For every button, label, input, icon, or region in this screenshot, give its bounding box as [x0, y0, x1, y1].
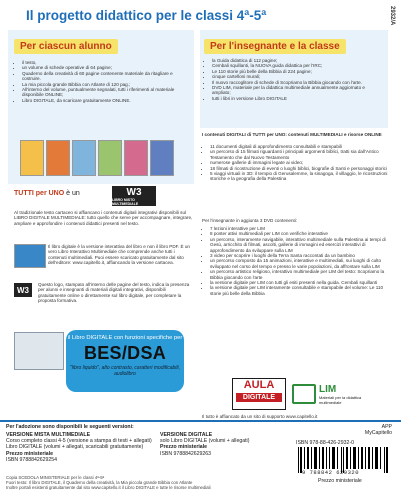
digital-intro: I contenuti DIGITALI di TUTTI per UNO: contenuti MULTIMEDIALI e risorse ONLINE: [202, 132, 382, 137]
adoption-strip: [0, 420, 401, 422]
version-mista-line1: Corso completo classi 4-5 (versione a stampa di testi + allegati): [6, 438, 152, 445]
lim-icon: [292, 384, 316, 404]
version-mista-line2: Libro DIGITALE (volumi + allegati, scaricabili gratuitamente): [6, 444, 144, 451]
list-item: • 18 filmati di ricostruzione di eventi o luoghi biblici, biografie di Santi e personaggi storici: [210, 166, 388, 171]
version-mista-price: Prezzo ministeriale: [6, 450, 53, 457]
paragraph-logo: Questo logo, stampato all'interno delle pagine del testo, indica la presenza per alunni e insegnanti di materiali digitali integrativi, disponibili gratuitamente online o direttamente sul libro digitale, per completare la proposta formativa.: [38, 282, 190, 304]
version-digitale-title: VERSIONE DIGITALE: [160, 432, 213, 438]
colophon-line1: Copia SCEDOLA MINISTERIALE per le classi 4ª-5ª: [6, 475, 105, 480]
lim-logo: [292, 380, 388, 408]
dvd-intro: Per l'insegnante in aggiunta 3 DVD contenenti:: [202, 218, 298, 223]
bes-line1: il Libro DIGITALE con funzioni specifiche per: [67, 335, 183, 341]
colophon-line2: Fuori testo: Il libro DIGITALE, il Quaderno della creatività, la Mia piccola grande Bibbia con Atlante: [6, 480, 193, 485]
colophon: [6, 475, 286, 490]
version-digitale: [160, 432, 270, 457]
version-digitale-isbn: ISBN 9788842629263: [160, 450, 212, 457]
list-item: • 5 viaggi virtuali in 3D: il tempio di Gerusalemme, la sinagoga, il villaggio, le ricostruzioni storiche e la geografia della Palestina: [210, 171, 388, 182]
version-mista-isbn: ISBN 9788842629254: [6, 456, 58, 463]
paragraph-libro-digitale: Il libro digitale è la versione interattiva del libro e non il libro PDF. È un vero Libro Interattivo Multimediale che comprende anche tutti i contenuti multimediali. Puoi essere scaricato gratuitamente dal sito dell'editore: www.capitello.it, affiancando la versione cartacea.: [48, 244, 190, 266]
list-item: • Cembali squillanti, la NUOVA guida didattica per l'IRC;: [212, 63, 384, 68]
libro-digitale-thumbnail: [14, 244, 46, 268]
adoption-intro: Per l'adozione sono disponibili le seguenti versioni:: [6, 424, 134, 430]
list-insegnante: [204, 58, 384, 101]
list-item: • 11 documenti digitali di approfondimento consultabili e stampabili: [210, 144, 388, 149]
cover-thumbnail: [98, 140, 122, 176]
barcode: [296, 447, 394, 477]
digitale-label: DIGITALE: [236, 393, 282, 402]
list-item: • 7 lezioni interattive per LIM: [210, 226, 388, 231]
version-mista-title: VERSIONE MISTA MULTIMEDIALE: [6, 432, 91, 438]
digital-list: [202, 144, 388, 182]
list-item: • Il nuovo raccoglitore di schede di Scopriamo la Bibbia giocando con l'arte.: [212, 80, 384, 85]
list-item: • Quaderno della creatività di 60 pagine contenente materiale da ritagliare e costruire.: [22, 71, 190, 82]
header-per-insegnante: Per l'insegnante e la classe: [204, 39, 346, 54]
aula-digitale-logo: [232, 378, 286, 410]
dvd-list: [202, 226, 388, 296]
list-item: • la versione digitale per LIM interamente consultabile e stampabile del volume: Le 110 storie più belle della Bibbia: [210, 285, 388, 296]
lim-label: LIM: [319, 383, 337, 395]
cover-thumbnail: [46, 140, 70, 176]
list-item: • 8 poster attivi multimediali per LIM con verifiche interattive: [210, 231, 388, 236]
w3-sub: LIBRO MISTO MULTIMEDIALE: [112, 197, 139, 206]
list-item: • All'interno del volume, puntualmente segnalati, tutti i riferimenti al materiale disponibile ONLINE;: [22, 87, 190, 98]
aula-label: AULA: [243, 379, 275, 391]
cover-thumbnail: [124, 140, 148, 176]
app-label: [342, 424, 392, 436]
list-item: • cinque cartelloni murali;: [212, 74, 384, 79]
list-item: • 3 video per scoprire i luoghi della Terra Santa raccontati da un bambino: [210, 253, 388, 258]
tutti-text: è un: [66, 190, 80, 197]
list-item: • la Guida didattica di 112 pagine;: [212, 58, 384, 63]
version-digitale-line1: solo Libro DIGITALE (volumi + allegati): [160, 438, 250, 445]
list-item: • Le 110 storie più belle della Bibbia di 224 pagine;: [212, 69, 384, 74]
list-item: • tutti i libri in versione Libro DIGITALE: [212, 96, 384, 101]
list-item: • La mia piccola grande Bibbia con Atlante di 120 pag.;: [22, 82, 190, 87]
footer-note: Il tutto è affiancato da un sito di supporto www.capitello.it: [202, 414, 318, 419]
list-item: • un percorso di 15 filmati riguardanti i principali argomenti biblici, tratti sia dall'Antico Testamento che dal Nuovo Testamento: [210, 149, 388, 160]
list-item: • un percorso composto da 15 animazioni, interattive e multimediali, sui luoghi di culto sviluppato nel corso del tempo e presso le varie popolazioni, da affrontare sulla LIM: [210, 258, 388, 269]
bes-dsa-badge: [66, 330, 184, 392]
cover-thumbnail: [20, 140, 44, 176]
list-alunno: [14, 60, 190, 103]
version-mista: [6, 432, 156, 463]
header-per-ciascun-alunno: Per ciascun alunno: [14, 39, 118, 54]
tutti-per-uno-line: [14, 190, 114, 197]
lim-text: [319, 384, 379, 405]
list-item: • il testo,: [22, 60, 190, 65]
list-item: • Libro DIGITALE, da scaricare gratuitamente ONLINE.: [22, 98, 190, 103]
w3-label: W3: [126, 186, 142, 198]
spine-code: 2932/A: [389, 6, 395, 26]
page-title: Il progetto didattico per le classi 4ª-5ª: [26, 8, 267, 23]
barcode-digits: 9 788842 629320: [302, 469, 360, 476]
list-item: • un percorso, interamente navigabile, interattivo multimediale sulla Palestina ai tempi di Gesù, arricchito di filmati, ascolti, gallerie di immagini ed esercizi interattivi di approfondimento da sviluppare sulla LIM: [210, 237, 388, 253]
app-text: APP: [381, 424, 392, 430]
bes-line3: "libro liquido", alto contrasto, caratteri modificabili, audiolibro: [70, 365, 180, 377]
paragraph-intro: Al tradizionale testo cartaceo si affiancano i contenuti digitali integrativi disponibili sul LIBRO DIGITALE MULTIMEDIALE: tutto quello che serve per accompagnare, integrare, ampliare e approfondire i contenuti didattici presenti nel testo.: [14, 210, 193, 226]
list-item: • la versione digitale per LIM con tutti gli esiti presenti nella guida. Cembali squillanti: [210, 280, 388, 285]
list-item: • un percorso artistico religioso, interattivo multimediale per LIM del testo: Scopriamo la Bibbia giocando con l'arte: [210, 269, 388, 280]
adoption-section: [6, 424, 266, 430]
w3-logo: [112, 186, 156, 206]
barcode-isbn: ISBN 978-88-426-2932-0: [296, 440, 354, 446]
w3-small-logo: [14, 283, 32, 297]
cover-thumbnail: [150, 140, 174, 176]
lim-sub: Materiali per la didattica multimediale: [319, 394, 362, 405]
tablet-image: [14, 332, 64, 370]
app-name: MyCapitello: [364, 430, 392, 437]
list-item: • un volume di schede operative di 64 pagine;: [22, 65, 190, 70]
list-item: • numerose gallerie di immagini legate ai video;: [210, 160, 388, 165]
cover-thumbnail: [72, 140, 96, 176]
bottom-price: Prezzo ministeriale: [318, 478, 362, 484]
colophon-line3: Inoltre portali esistenti gratuitamente dal sito www.capitello.it il Libro DIGITALE e tutte le risorse multimediali: [6, 485, 211, 490]
list-item: • DVD LIM, materiale per la didattica multimediale annualmente aggiornato e ampliato;: [212, 85, 384, 96]
bes-big: BES/DSA: [83, 343, 167, 363]
version-digitale-price: Prezzo ministeriale: [160, 444, 207, 451]
w3-small-label: W3: [17, 285, 29, 295]
tutti-label: TUTTI per UNO: [14, 190, 65, 197]
